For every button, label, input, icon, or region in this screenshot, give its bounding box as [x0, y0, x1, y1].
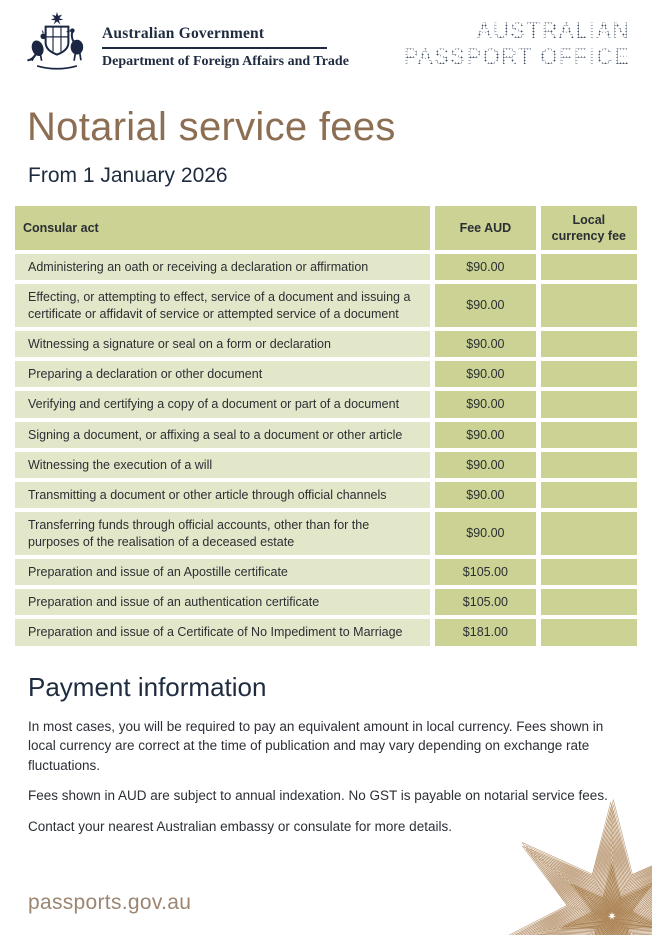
local-currency-fee-cell	[541, 422, 637, 448]
consular-act-cell: Preparing a declaration or other document	[15, 361, 430, 387]
local-currency-fee-cell	[541, 559, 637, 585]
logo-divider	[102, 47, 327, 49]
table-row	[15, 331, 637, 357]
table-row	[15, 422, 637, 448]
table-row	[15, 284, 637, 327]
consular-act-cell: Witnessing the execution of a will	[15, 452, 430, 478]
fees-table-body	[15, 254, 637, 646]
fee-aud-cell: $105.00	[435, 559, 535, 585]
consular-act-cell: Administering an oath or receiving a declaration or affirmation	[15, 254, 430, 280]
government-name: Australian Government	[102, 25, 265, 43]
fee-aud-cell: $105.00	[435, 589, 535, 615]
page-header	[0, 0, 652, 79]
consular-act-cell: Transmitting a document or other article through official channels	[15, 482, 430, 508]
consular-act-cell: Preparation and issue of an authentication certificate	[15, 589, 430, 615]
effective-date-subtitle: From 1 January 2026	[28, 164, 228, 187]
local-currency-fee-cell	[541, 391, 637, 417]
local-currency-fee-cell	[541, 512, 637, 555]
header-row	[15, 206, 637, 250]
table-row	[15, 391, 637, 417]
col-header-local-currency-fee: Local currency fee	[541, 206, 637, 250]
table-row	[15, 452, 637, 478]
col-header-fee-aud: Fee AUD	[435, 206, 535, 250]
fee-aud-cell: $90.00	[435, 512, 535, 555]
payment-information-heading: Payment information	[28, 671, 267, 702]
passport-office-line2: PASSPORT OFFICE	[403, 44, 630, 69]
fees-table	[10, 202, 642, 650]
consular-act-cell: Witnessing a signature or seal on a form or declaration	[15, 331, 430, 357]
footer-website-link[interactable]: passports.gov.au	[28, 891, 192, 914]
fees-table-container	[10, 202, 652, 650]
fee-aud-cell: $90.00	[435, 361, 535, 387]
table-row	[15, 512, 637, 555]
consular-act-cell: Signing a document, or affixing a seal to a document or other article	[15, 422, 430, 448]
department-name: Department of Foreign Affairs and Trade	[102, 53, 349, 69]
local-currency-fee-cell	[541, 254, 637, 280]
fee-aud-cell: $90.00	[435, 331, 535, 357]
fees-table-header	[15, 206, 637, 250]
local-currency-fee-cell	[541, 482, 637, 508]
consular-act-cell: Preparation and issue of a Certificate of No Impediment to Marriage	[15, 619, 430, 645]
consular-act-cell: Preparation and issue of an Apostille certificate	[15, 559, 430, 585]
local-currency-fee-cell	[541, 284, 637, 327]
local-currency-fee-cell	[541, 331, 637, 357]
fee-aud-cell: $181.00	[435, 619, 535, 645]
consular-act-cell: Effecting, or attempting to effect, service of a document and issuing a certificate or affidavit of service or attempted service of a document	[15, 284, 430, 327]
table-row	[15, 559, 637, 585]
fee-aud-cell: $90.00	[435, 452, 535, 478]
consular-act-cell: Transferring funds through official accounts, other than for the purposes of the realisation of a deceased estate	[15, 512, 430, 555]
table-row	[15, 482, 637, 508]
payment-information-section	[28, 672, 618, 837]
fee-aud-cell: $90.00	[435, 422, 535, 448]
local-currency-fee-cell	[541, 589, 637, 615]
page-title: Notarial service fees	[27, 105, 396, 149]
payment-paragraph-contact: Contact your nearest Australian embassy or consulate for more details.	[28, 818, 452, 834]
table-row	[15, 619, 637, 645]
fee-aud-cell: $90.00	[435, 482, 535, 508]
fee-aud-cell: $90.00	[435, 284, 535, 327]
table-row	[15, 361, 637, 387]
consular-act-cell: Verifying and certifying a copy of a document or part of a document	[15, 391, 430, 417]
table-row	[15, 589, 637, 615]
table-row	[15, 254, 637, 280]
government-logo-text	[102, 19, 349, 70]
passport-office-wordmark	[403, 10, 630, 70]
payment-paragraph-indexation: Fees shown in AUD are subject to annual indexation. No GST is payable on notarial service fees.	[28, 788, 608, 804]
local-currency-fee-cell	[541, 361, 637, 387]
coat-of-arms-icon	[20, 10, 94, 79]
passport-office-line1: AUSTRALIAN	[403, 18, 630, 44]
fee-aud-cell: $90.00	[435, 254, 535, 280]
col-header-consular-act: Consular act	[15, 206, 430, 250]
payment-paragraph-local-currency: In most cases, you will be required to pay an equivalent amount in local currency. Fees shown in local currency are correct at the time of publication and may vary depending on exchange rate fluctuations.	[28, 718, 604, 773]
government-logo	[20, 10, 349, 79]
local-currency-fee-cell	[541, 619, 637, 645]
fee-aud-cell: $90.00	[435, 391, 535, 417]
local-currency-fee-cell	[541, 452, 637, 478]
